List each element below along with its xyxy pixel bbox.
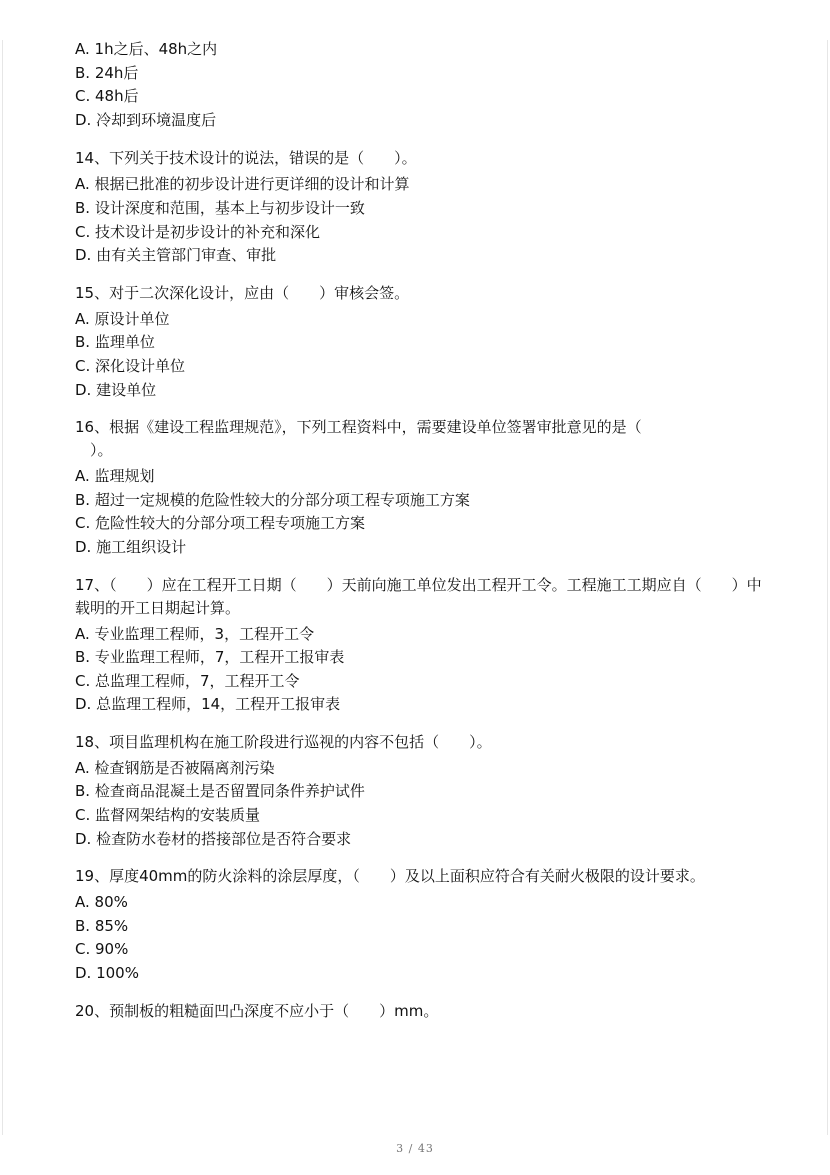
option-c: C. 监督网架结构的安装质量 (75, 806, 261, 825)
question-list (75, 38, 765, 1037)
question-stem: 18、项目监理机构在施工阶段进行巡视的内容不包括（ ）。 (75, 732, 492, 751)
page-right-edge (827, 40, 828, 1135)
option-b: B. 24h后 (75, 63, 139, 82)
option-b: B. 超过一定规模的危险性较大的分部分项工程专项施工方案 (75, 490, 470, 509)
question-13-tail (75, 38, 765, 132)
option-c: C. 危险性较大的分部分项工程专项施工方案 (75, 514, 366, 533)
option-b: B. 设计深度和范围，基本上与初步设计一致 (75, 198, 365, 217)
option-a: A. 80% (75, 893, 128, 912)
question-stem: 20、预制板的粗糙面凹凸深度不应小于（ ）mm。 (75, 1001, 439, 1020)
option-a: A. 检查钢筋是否被隔离剂污染 (75, 758, 275, 777)
option-c: C. 深化设计单位 (75, 356, 186, 375)
question-stem: 19、厚度40mm的防火涂料的涂层厚度，（ ）及以上面积应符合有关耐火极限的设计要求。 (75, 867, 705, 886)
option-d: D. 由有关主管部门审查、审批 (75, 246, 277, 265)
option-d: D. 建设单位 (75, 380, 157, 399)
option-b: B. 专业监理工程师，7，工程开工报审表 (75, 648, 345, 667)
page-left-edge (2, 40, 3, 1135)
question-19 (75, 865, 765, 985)
option-a: A. 专业监理工程师，3，工程开工令 (75, 624, 315, 643)
option-b: B. 85% (75, 916, 129, 935)
option-d: D. 100% (75, 964, 139, 983)
option-c: C. 技术设计是初步设计的补充和深化 (75, 222, 321, 241)
option-b: B. 检查商品混凝土是否留置同条件养护试件 (75, 782, 365, 801)
option-d: D. 施工组织设计 (75, 537, 187, 556)
option-b: B. 监理单位 (75, 333, 155, 352)
option-a: A. 原设计单位 (75, 309, 170, 328)
option-d: D. 检查防水卷材的搭接部位是否符合要求 (75, 829, 352, 848)
question-17 (75, 574, 765, 717)
option-a: A. 根据已批准的初步设计进行更详细的设计和计算 (75, 175, 410, 194)
question-16 (75, 416, 765, 559)
question-14 (75, 147, 765, 267)
option-a: A. 1h之后、48h之内 (75, 40, 218, 58)
question-15 (75, 282, 765, 402)
question-stem: 16、根据《建设工程监理规范》，下列工程资料中，需要建设单位签署审批意见的是（ ）。 (75, 418, 642, 460)
question-stem: 15、对于二次深化设计，应由（ ）审核会签。 (75, 283, 410, 302)
question-stem: 17、（ ）应在工程开工日期（ ）天前向施工单位发出工程开工令。工程施工工期应自（ ）中载明的开工日期起计算。 (75, 575, 762, 617)
option-a: A. 监理规划 (75, 467, 155, 486)
page-number: 3 / 43 (396, 1142, 434, 1155)
option-c: C. 48h后 (75, 87, 139, 106)
option-d: D. 冷却到环境温度后 (75, 110, 217, 129)
question-18 (75, 731, 765, 851)
option-d: D. 总监理工程师，14，工程开工报审表 (75, 695, 341, 714)
question-20 (75, 1000, 765, 1023)
option-c: C. 90% (75, 940, 129, 959)
question-stem: 14、下列关于技术设计的说法，错误的是（ ）。 (75, 149, 417, 168)
option-c: C. 总监理工程师，7，工程开工令 (75, 671, 300, 690)
